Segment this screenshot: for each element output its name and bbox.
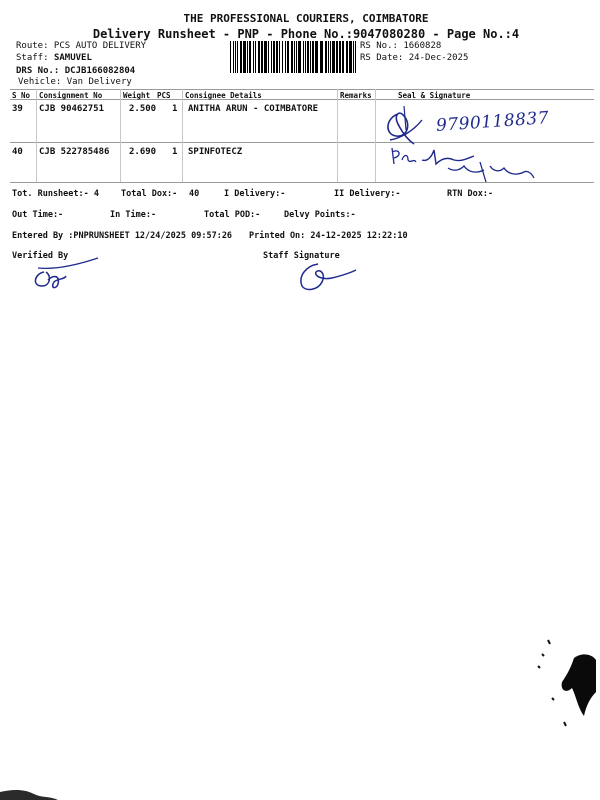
barcode-bar bbox=[276, 41, 278, 73]
barcode-bar bbox=[349, 41, 352, 73]
verified-by-label: Verified By bbox=[12, 251, 69, 261]
barcode-bar bbox=[237, 41, 238, 73]
barcode-bar bbox=[273, 41, 275, 73]
row-weight: 2.500 bbox=[129, 104, 157, 114]
barcode-bar bbox=[303, 41, 304, 73]
table-top-rule bbox=[10, 89, 594, 90]
staff-label: Staff: bbox=[16, 53, 54, 63]
total-dox-label: Total Dox:- bbox=[121, 189, 178, 199]
col-header-consignee: Consignee Details bbox=[185, 91, 262, 100]
rs-date: RS Date: 24-Dec-2025 bbox=[360, 53, 469, 63]
row-consignee: ANITHA ARUN - COIMBATORE bbox=[188, 104, 319, 114]
barcode-bar bbox=[307, 41, 309, 73]
barcode-bar bbox=[261, 41, 263, 73]
barcode-bar bbox=[243, 41, 246, 73]
row-sno: 40 bbox=[12, 147, 23, 157]
row-pcs: 1 bbox=[172, 147, 178, 157]
staff-signature bbox=[292, 258, 372, 298]
vehicle-text: Vehicle: Van Delivery bbox=[18, 77, 132, 87]
barcode-bar bbox=[320, 41, 323, 73]
total-dox-value: 40 bbox=[189, 189, 200, 199]
barcode-bar bbox=[355, 41, 356, 73]
barcode-bar bbox=[255, 41, 256, 73]
barcode-bar bbox=[285, 41, 286, 73]
barcode-bar bbox=[249, 41, 251, 73]
barcode-bar bbox=[298, 41, 301, 73]
verified-by-signature bbox=[28, 256, 108, 296]
row-consignment: CJB 522785486 bbox=[39, 147, 110, 157]
rtn-dox: RTN Dox:- bbox=[447, 189, 494, 199]
barcode-bar bbox=[235, 41, 236, 73]
barcode-bar bbox=[282, 41, 283, 73]
barcode-bar bbox=[230, 41, 231, 73]
col-divider bbox=[375, 89, 376, 182]
barcode-bar bbox=[339, 41, 341, 73]
scan-edge-artifact bbox=[0, 784, 60, 800]
barcode-bar bbox=[253, 41, 254, 73]
drs-number: DRS No.: DCJB166082804 bbox=[16, 66, 136, 76]
barcode-bar bbox=[268, 41, 269, 73]
barcode-image bbox=[230, 41, 356, 73]
consignee-signature-row2 bbox=[388, 142, 538, 192]
barcode-bar bbox=[296, 41, 297, 73]
row-pcs: 1 bbox=[172, 104, 178, 114]
barcode-bar bbox=[294, 41, 295, 73]
barcode-bar bbox=[233, 41, 234, 73]
total-runsheet: Tot. Runsheet:- 4 bbox=[12, 189, 99, 199]
barcode-bar bbox=[258, 41, 260, 73]
barcode-bar bbox=[332, 41, 335, 73]
ink-smudge-mark bbox=[530, 636, 600, 731]
i-delivery: I Delivery:- bbox=[224, 189, 286, 199]
total-pod: Total POD:- bbox=[204, 210, 261, 220]
barcode-bar bbox=[342, 41, 344, 73]
in-time: In Time:- bbox=[110, 210, 157, 220]
row-consignee: SPINFOTECZ bbox=[188, 147, 243, 157]
barcode-bar bbox=[310, 41, 311, 73]
out-time: Out Time:- bbox=[12, 210, 64, 220]
rs-number: RS No.: 1660828 bbox=[360, 41, 442, 51]
barcode-bar bbox=[312, 41, 314, 73]
row-weight: 2.690 bbox=[129, 147, 157, 157]
col-header-seal-signature: Seal & Signature bbox=[398, 91, 471, 100]
handwritten-phone: 9790118837 bbox=[435, 108, 550, 136]
col-header-consignment: Consignment No bbox=[39, 91, 103, 100]
route-text: Route: PCS AUTO DELIVERY bbox=[16, 41, 147, 51]
barcode-bar bbox=[247, 41, 248, 73]
col-header-remarks: Remarks bbox=[340, 91, 372, 100]
barcode-bar bbox=[305, 41, 306, 73]
staff-line bbox=[16, 53, 92, 63]
staff-signature-label: Staff Signature bbox=[263, 251, 340, 261]
barcode-bar bbox=[353, 41, 354, 73]
printed-on: Printed On: 24-12-2025 12:22:10 bbox=[249, 231, 408, 241]
runsheet-subtitle: Delivery Runsheet - PNP - Phone No.:9047080280 - Page No.:4 bbox=[92, 27, 520, 41]
col-divider bbox=[337, 89, 338, 182]
barcode-bar bbox=[328, 41, 329, 73]
delvy-points: Delvy Points:- bbox=[284, 210, 356, 220]
barcode-bar bbox=[264, 41, 267, 73]
barcode-bar bbox=[287, 41, 289, 73]
barcode-bar bbox=[291, 41, 293, 73]
ii-delivery: II Delivery:- bbox=[334, 189, 401, 199]
staff-value: SAMUVEL bbox=[53, 53, 92, 63]
company-title: THE PROFESSIONAL COURIERS, COIMBATORE bbox=[183, 12, 429, 25]
row-consignment: CJB 90462751 bbox=[39, 104, 105, 114]
col-header-sno: S No bbox=[12, 91, 31, 100]
col-divider bbox=[36, 89, 37, 182]
barcode-bar bbox=[315, 41, 318, 73]
barcode-bar bbox=[330, 41, 331, 73]
entered-by: Entered By :PNPRUNSHEET 12/24/2025 09:57:26 bbox=[12, 231, 233, 241]
barcode-bar bbox=[279, 41, 280, 73]
barcode-bar bbox=[325, 41, 327, 73]
barcode-bar bbox=[336, 41, 338, 73]
row-sno: 39 bbox=[12, 104, 23, 114]
col-divider bbox=[120, 89, 121, 182]
barcode-bar bbox=[346, 41, 348, 73]
col-header-pcs: PCS bbox=[157, 91, 171, 100]
col-divider bbox=[182, 89, 183, 182]
barcode-bar bbox=[271, 41, 272, 73]
barcode-bar bbox=[240, 41, 242, 73]
col-header-weight: Weight bbox=[123, 91, 151, 100]
